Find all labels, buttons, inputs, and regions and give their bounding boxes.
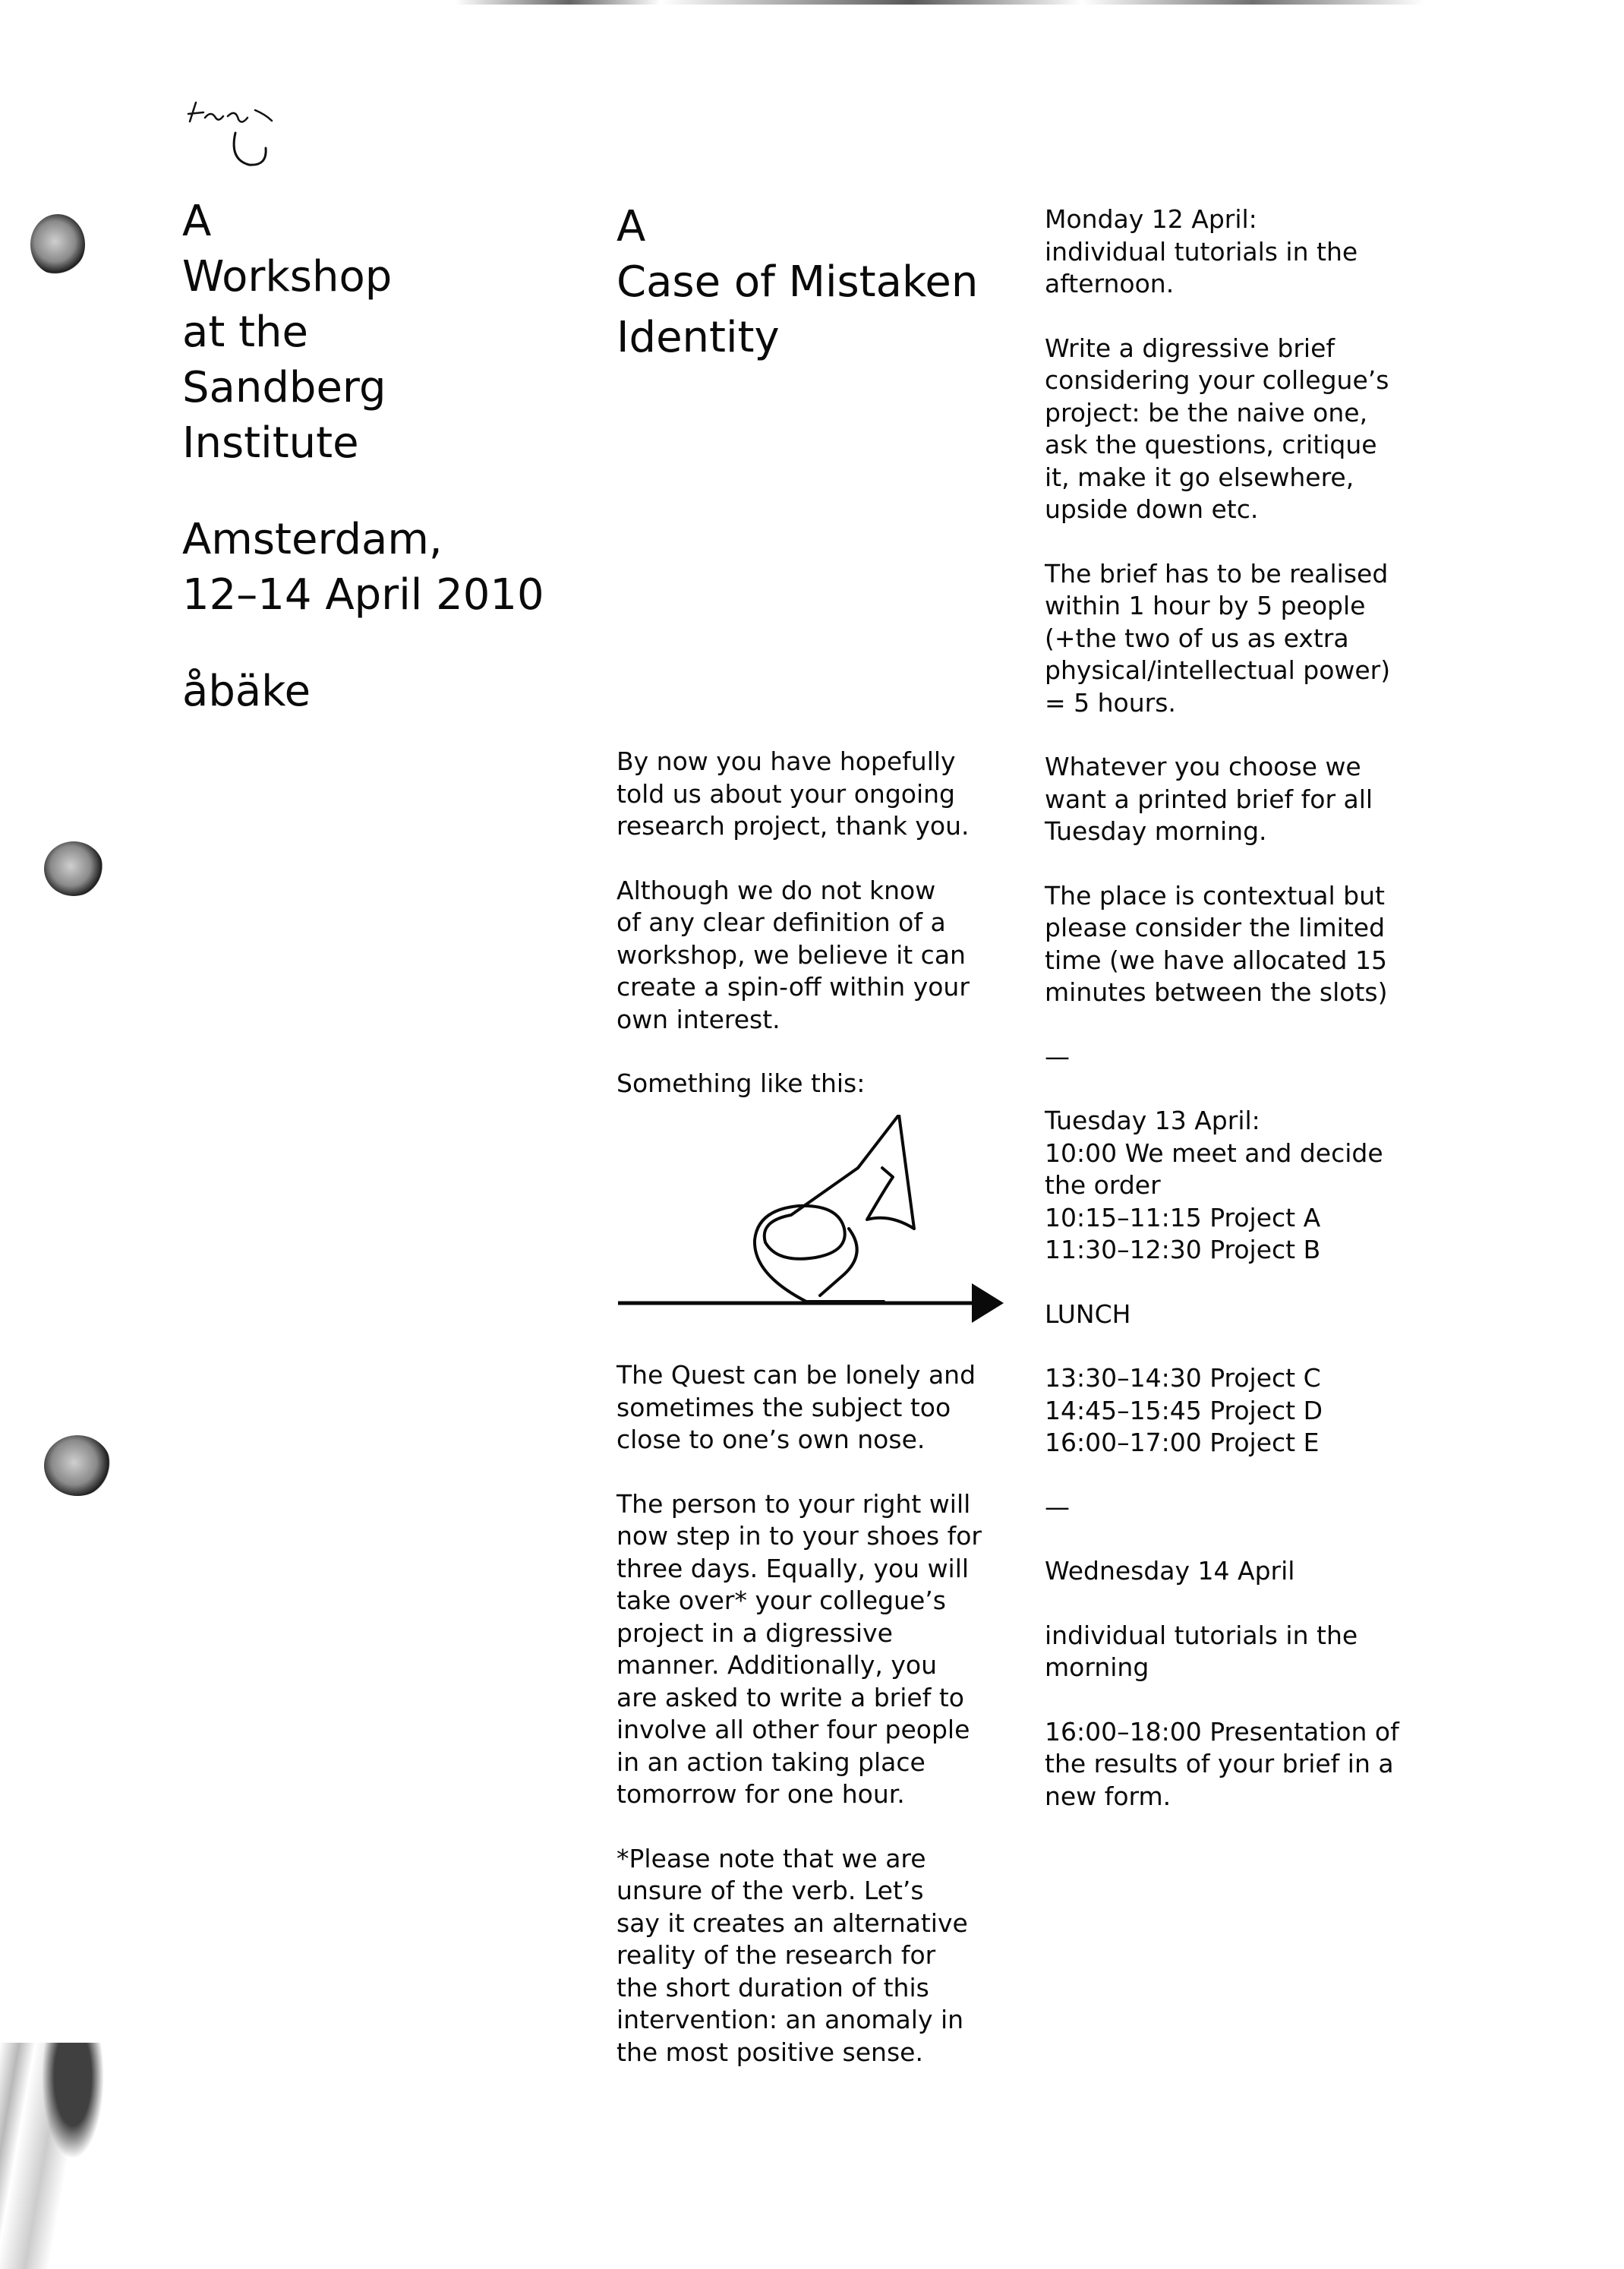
body-paragraph: The Quest can be lonely and sometimes the subject too close to one’s own nose.	[616, 1360, 976, 1454]
punch-hole	[44, 1435, 111, 1496]
footnote-paragraph: *Please note that we are unsure of the verb. Let’s say it creates an alternative reality of the research for the short duration of this intervention: an anomaly in the most positive sense.	[616, 1843, 968, 2067]
scan-edge-artifact	[456, 0, 1594, 5]
section-separator: —	[1045, 1041, 1070, 1071]
wednesday-paragraph: individual tutorials in the morning	[1045, 1620, 1358, 1682]
intro-paragraph: Although we do not know of any clear definition of a workshop, we believe it can create a spin-off within your own interest.	[616, 875, 970, 1034]
brief-intro	[616, 746, 1026, 1132]
brief-title-column	[616, 199, 1026, 365]
handwritten-signature	[182, 87, 319, 178]
workshop-title: A Workshop at the Sandberg Institute	[182, 197, 393, 468]
monday-paragraph: Whatever you choose we want a printed brief for all Tuesday morning.	[1045, 752, 1373, 846]
section-separator: —	[1045, 1491, 1070, 1522]
schedule-column	[1045, 204, 1470, 1845]
punch-hole	[30, 214, 85, 275]
brief-body	[616, 1359, 1026, 2100]
brief-title: A Case of Mistaken Identity	[616, 202, 979, 362]
wednesday-paragraph: 16:00–18:00 Presentation of the results of your brief in a new form.	[1045, 1716, 1399, 1811]
intro-paragraph: Something like this:	[616, 1068, 866, 1098]
tuesday-schedule: Tuesday 13 April: 10:00 We meet and decide the order 10:15–11:15 Project A 11:30–12:30 Project B	[1045, 1106, 1383, 1264]
monday-paragraph: The brief has to be realised within 1 hour by 5 people (+the two of us as extra physical/intellectual power) = 5 hours.	[1045, 558, 1391, 718]
monday-paragraph: Write a digressive brief considering your collegue’s project: be the naive one, ask the questions, critique it, make it go elsewhere, upside down etc.	[1045, 333, 1389, 524]
body-paragraph: The person to your right will now step in to your shoes for three days. Equally, you will take over* your collegue’s project in a digressive manner. Additionally, you are asked to write a brief to involve all other four people in an action taking place tomorrow for one hour.	[616, 1488, 982, 1809]
scan-smudge	[0, 2043, 121, 2269]
workshop-author: åbäke	[182, 667, 311, 716]
workshop-place-date: Amsterdam, 12–14 April 2010	[182, 515, 544, 620]
punch-hole	[44, 841, 103, 896]
lunch-label: LUNCH	[1045, 1299, 1131, 1329]
intro-paragraph: By now you have hopefully told us about your ongoing research project, thank you.	[616, 746, 970, 841]
wednesday-heading: Wednesday 14 April	[1045, 1556, 1295, 1586]
tuesday-schedule-afternoon: 13:30–14:30 Project C 14:45–15:45 Project D 16:00–17:00 Project E	[1045, 1363, 1323, 1457]
monday-paragraph: The place is contextual but please consider the limited time (we have allocated 15 minutes between the slots)	[1045, 880, 1388, 1007]
digression-arrow-diagram	[616, 1115, 1011, 1335]
monday-heading: Monday 12 April: individual tutorials in the afternoon.	[1045, 204, 1358, 298]
workshop-header-column	[182, 194, 607, 719]
